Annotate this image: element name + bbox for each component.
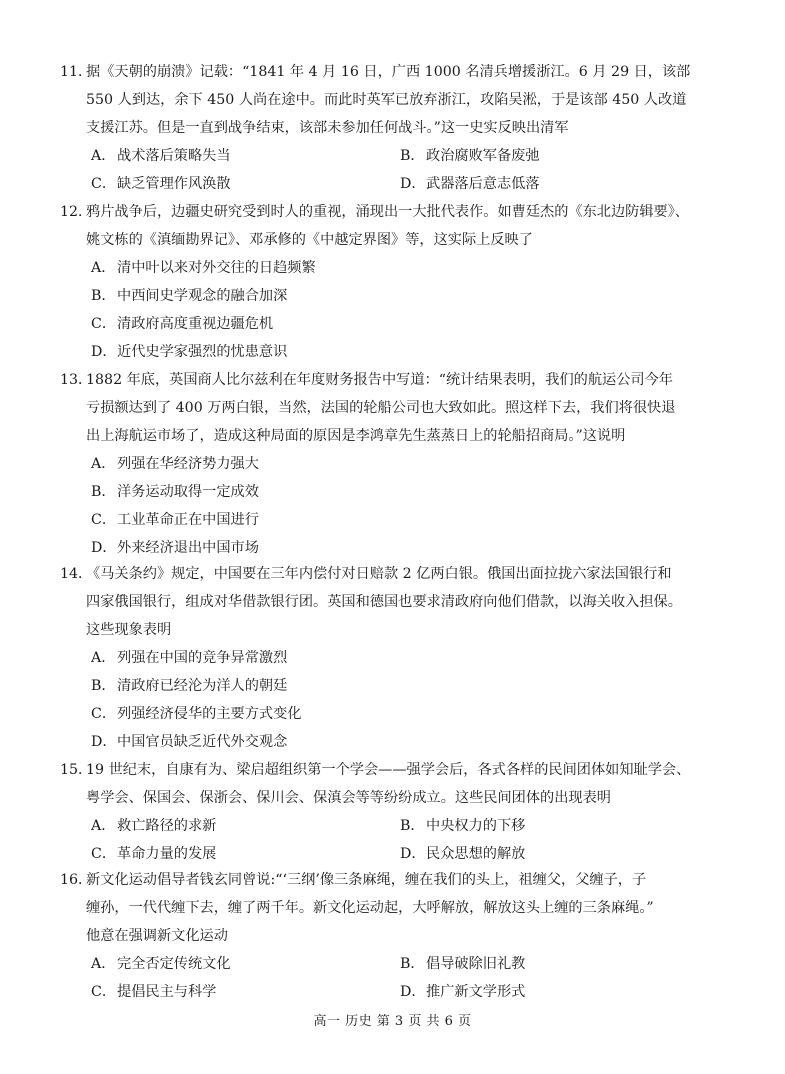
option-b[interactable]: B．倡导破除旧礼教 — [400, 956, 526, 972]
question-stem — [60, 198, 730, 254]
stem-line: 《马关条约》规定，中国要在三年内偿付对日赔款 2 亿两白银。俄国出面拉拢六家法国银行和 — [86, 566, 672, 582]
option-d[interactable]: D．武器落后意志低落 — [400, 176, 540, 192]
options — [91, 254, 730, 366]
stem-line: 亏损额达到了 400 万两白银，当然，法国的轮船公司也大致如此。照这样下去，我们将很快退 — [86, 400, 676, 416]
stem-line: 粤学会、保国会、保浙会、保川会、保滇会等等纷纷成立。这些民间团体的出现表明 — [86, 790, 611, 806]
question-14 — [60, 560, 730, 756]
option-b[interactable]: B．中央权力的下移 — [400, 818, 526, 834]
stem-line: 支援江苏。但是一直到战争结束，该部未参加任何战斗。”这一史实反映出清军 — [86, 120, 569, 136]
question-number: 13． — [60, 372, 93, 388]
question-number: 14． — [60, 566, 93, 582]
question-stem — [60, 58, 730, 142]
option-b[interactable]: B．中西间史学观念的融合加深 — [91, 288, 288, 304]
option-b[interactable]: B．政治腐败军备废弛 — [400, 148, 540, 164]
option-d[interactable]: D．民众思想的解放 — [400, 846, 526, 862]
option-b[interactable]: B．洋务运动取得一定成效 — [91, 484, 259, 500]
question-number: 16． — [60, 872, 93, 888]
stem-line: 姚文栋的《滇缅勘界记》、邓承修的《中越定界图》等，这实际上反映了 — [86, 232, 533, 248]
options — [91, 644, 730, 756]
option-c[interactable]: C．缺乏管理作风涣散 — [91, 176, 231, 192]
stem-line: 19 世纪末，自康有为、梁启超组织第一个学会——强学会后，各式各样的民间团体如知耻学会、 — [86, 762, 691, 778]
option-c[interactable]: C．工业革命正在中国进行 — [91, 512, 259, 528]
question-number: 12． — [60, 204, 93, 220]
option-d[interactable]: D．近代史学家强烈的忧患意识 — [91, 344, 288, 360]
question-16 — [60, 866, 730, 1006]
stem-line: 鸦片战争后，边疆史研究受到时人的重视，涌现出一大批代表作。如曹廷杰的《东北边防辑要》、 — [86, 204, 689, 220]
question-stem — [60, 560, 730, 644]
option-b[interactable]: B．清政府已经沦为洋人的朝廷 — [91, 678, 288, 694]
option-a[interactable]: A． 列强在中国的竞争异常激烈 — [91, 650, 288, 666]
options — [91, 450, 730, 562]
question-number: 11． — [60, 64, 93, 80]
option-a[interactable]: A． 完全否定传统文化 — [91, 956, 231, 972]
question-number: 15． — [60, 762, 93, 778]
stem-line: 这些现象表明 — [86, 622, 172, 638]
option-d[interactable]: D．推广新文学形式 — [400, 984, 526, 1000]
option-d[interactable]: D．外来经济退出中国市场 — [91, 540, 259, 556]
question-12 — [60, 198, 730, 366]
question-11 — [60, 58, 730, 198]
stem-line: 新文化运动倡导者钱玄同曾说:“‘三纲’像三条麻绳，缠在我们的头上，祖缠父，父缠子，子 — [86, 872, 647, 888]
options — [91, 950, 730, 1006]
question-13 — [60, 366, 730, 562]
stem-line: 四家俄国银行，组成对华借款银行团。英国和德国也要求清政府向他们借款，以海关收入担保。 — [86, 594, 682, 610]
stem-line: 1882 年底，英国商人比尔兹利在年度财务报告中写道：“统计结果表明，我们的航运公司今年 — [86, 372, 673, 388]
options — [91, 142, 730, 198]
stem-line: 缠孙，一代代缠下去，缠了两千年。新文化运动起，大呼解放，解放这头上缠的三条麻绳。” — [86, 900, 654, 916]
page-footer: 高一 历史 第 3 页 共 6 页 — [313, 1014, 472, 1029]
option-a[interactable]: A． 战术落后策略失当 — [91, 148, 231, 164]
question-15 — [60, 756, 730, 868]
question-stem — [60, 866, 730, 950]
question-stem — [60, 756, 730, 812]
options — [91, 812, 730, 868]
option-c[interactable]: C．革命力量的发展 — [91, 846, 217, 862]
option-a[interactable]: A． 救亡路径的求新 — [91, 818, 217, 834]
option-a[interactable]: A． 清中叶以来对外交往的日趋频繁 — [91, 260, 316, 276]
option-c[interactable]: C．列强经济侵华的主要方式变化 — [91, 706, 302, 722]
stem-line: 出上海航运市场了，造成这种局面的原因是李鸿章先生蒸蒸日上的轮船招商局。”这说明 — [86, 428, 626, 444]
option-d[interactable]: D．中国官员缺乏近代外交观念 — [91, 734, 288, 750]
stem-line: 据《天朝的崩溃》记载：“1841 年 4 月 16 日，广西 1000 名清兵增援浙江。6 月 29 日，该部 — [86, 64, 691, 80]
stem-line: 550 人到达，余下 450 人尚在途中。而此时英军已放弃浙江，攻陷吴淞，于是该部 450 人改道 — [86, 92, 687, 108]
option-c[interactable]: C．提倡民主与科学 — [91, 984, 217, 1000]
question-stem — [60, 366, 730, 450]
option-c[interactable]: C．清政府高度重视边疆危机 — [91, 316, 274, 332]
stem-line: 他意在强调新文化运动 — [86, 928, 228, 944]
option-a[interactable]: A． 列强在华经济势力强大 — [91, 456, 259, 472]
